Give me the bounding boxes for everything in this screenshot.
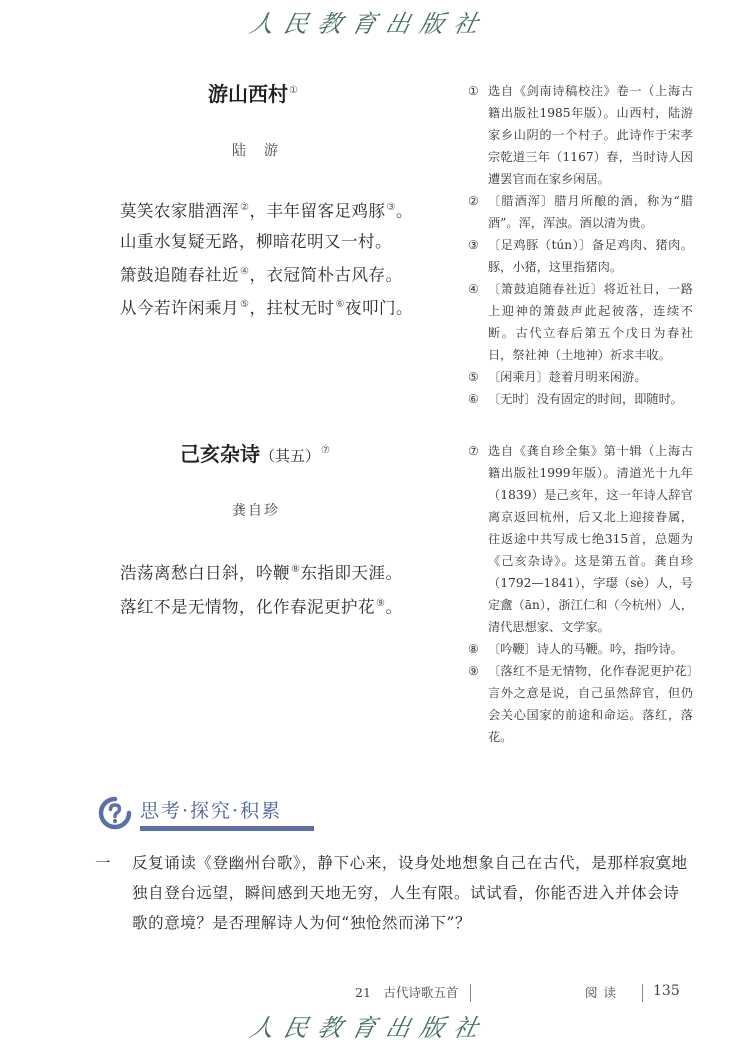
verse-text: 。 bbox=[395, 201, 413, 221]
verse-text: 。 bbox=[385, 597, 403, 616]
footnote-text: 〔无时〕没有固定的时间，即随时。 bbox=[488, 392, 683, 406]
footnote-number: ① bbox=[468, 84, 479, 98]
footnote-marker: ⑤ bbox=[240, 299, 250, 310]
section-underline bbox=[140, 826, 314, 831]
poem-body bbox=[120, 555, 402, 622]
verse-text: 从今若许闲乘月 bbox=[120, 298, 239, 318]
footnote-text: 〔腊酒浑〕腊月所酿的酒，称为“腊酒”。浑，浑浊。酒以清为贵。 bbox=[488, 194, 693, 230]
footnote-number: ④ bbox=[468, 282, 479, 296]
footnote-marker: ⑧ bbox=[291, 564, 301, 575]
poem-author: 陆 游 bbox=[232, 143, 280, 159]
verse-text: 莫笑农家腊酒浑 bbox=[120, 201, 239, 221]
verse-line bbox=[120, 257, 413, 291]
publisher-logo-top: 人民教育出版社 bbox=[246, 10, 491, 38]
verse-text: 东指即天涯。 bbox=[300, 563, 403, 583]
poem-title bbox=[180, 438, 330, 467]
verse-text: ，拄杖无时 bbox=[249, 298, 335, 318]
footnote-marker: ⑥ bbox=[335, 299, 345, 310]
footnotes-poem1 bbox=[468, 80, 693, 410]
footnote-number: ③ bbox=[468, 238, 479, 252]
footnote-marker: ⑨ bbox=[376, 597, 386, 609]
footnotes-poem2 bbox=[468, 440, 693, 748]
footnote-text: 〔足鸡豚（tún）〕备足鸡肉、猪肉。豚，小猪，这里指猪肉。 bbox=[488, 238, 693, 274]
footnote bbox=[468, 660, 693, 748]
footnote bbox=[468, 234, 693, 278]
poem-subtitle: （其五） bbox=[260, 447, 321, 465]
verse-text: 落红不是无情物，化作春泥更护花 bbox=[120, 597, 375, 616]
footnote-text: 选自《剑南诗稿校注》卷一（上海古籍出版社1985年版）。山西村，陆游家乡山阴的一个村子。此诗作于宋孝宗乾道三年（1167）春，当时诗人因遭罢官而在家乡闲居。 bbox=[488, 84, 693, 186]
verse-text: ，丰年留客足鸡豚 bbox=[249, 201, 386, 221]
footnote-number: ⑧ bbox=[468, 642, 479, 656]
footnote bbox=[468, 80, 693, 190]
footnote-marker: ① bbox=[289, 85, 298, 97]
section-title: 思考·探究·积累 bbox=[140, 800, 283, 822]
question-item bbox=[95, 848, 695, 938]
question-circle-icon bbox=[98, 796, 132, 830]
verse-text: 浩荡离愁白日斜，吟鞭 bbox=[120, 563, 290, 583]
verse-text: ，衣冠简朴古风存。 bbox=[249, 265, 403, 284]
verse-line bbox=[120, 290, 413, 324]
footnote bbox=[468, 190, 693, 234]
footnote-marker: ③ bbox=[386, 202, 396, 213]
verse-text: 山重水复疑无路，柳暗花明又一村。 bbox=[120, 231, 392, 251]
poem-title-text: 己亥杂诗 bbox=[180, 442, 260, 466]
footnote bbox=[468, 278, 693, 366]
footnote bbox=[468, 440, 693, 638]
poem-body bbox=[120, 193, 413, 324]
footnote-text: 选自《龚自珍全集》第十辑（上海古籍出版社1999年版）。清道光十九年（1839）是己亥年，这一年诗人辞官离京返回杭州，后又北上迎接眷属，往返途中共写成七绝315首，总题为《己亥杂诗》。这是第五首。龚自珍（1792—1841），字璱（sè）人，号定盦（ān），浙江仁和（今杭州）人，清代思想家、文学家。 bbox=[488, 444, 693, 634]
verse-line bbox=[120, 555, 402, 589]
publisher-logo-bottom: 人民教育出版社 bbox=[246, 1014, 491, 1042]
footnote-text: 〔吟鞭〕诗人的马鞭。吟，指吟诗。 bbox=[488, 642, 683, 656]
footnote-number: ⑨ bbox=[468, 664, 479, 678]
footnote-marker: ② bbox=[240, 202, 250, 213]
footnote bbox=[468, 388, 693, 410]
verse-text: 箫鼓追随春社近 bbox=[120, 265, 239, 284]
footnote-text: 〔落红不是无情物，化作春泥更护花〕言外之意是说，自己虽然辞官，但仍会关心国家的前途和命运。落红，落花。 bbox=[488, 664, 693, 744]
verse-text: 夜叩门。 bbox=[344, 298, 413, 318]
page-footer bbox=[0, 983, 739, 1003]
footnote-number: ⑦ bbox=[468, 444, 479, 458]
unit-label: 阅读 bbox=[585, 985, 623, 1000]
verse-line bbox=[120, 589, 402, 623]
verse-line bbox=[120, 193, 413, 227]
footer-divider bbox=[642, 984, 643, 1002]
footnote-number: ⑥ bbox=[468, 392, 479, 406]
section-header bbox=[95, 790, 315, 838]
footnote bbox=[468, 366, 693, 388]
verse-line bbox=[120, 227, 413, 257]
poem-author: 龚自珍 bbox=[232, 503, 280, 519]
lesson-label: 21 古代诗歌五首 bbox=[355, 985, 459, 1000]
footnote-marker: ⑦ bbox=[321, 445, 330, 457]
footnote-number: ② bbox=[468, 194, 479, 208]
footnote bbox=[468, 638, 693, 660]
footnote-text: 〔闲乘月〕趁着月明来闲游。 bbox=[488, 370, 647, 384]
question-text: 反复诵读《登幽州台歌》，静下心来，设身处地想象自己在古代，是那样寂寞地独自登台远望，瞬间感到天地无穷，人生有限。试试看，你能否进入并体会诗歌的意境？是否理解诗人为何“独怆然而涕下”？ bbox=[132, 854, 688, 932]
footnote-text: 〔箫鼓追随春社近〕将近社日，一路上迎神的箫鼓声此起彼落，连续不断。古代立春后第五个戊日为春社日，祭社神（土地神）祈求丰收。 bbox=[488, 282, 693, 362]
poem-title-text: 游山西村 bbox=[208, 82, 288, 106]
poem-title bbox=[208, 78, 298, 107]
page-number: 135 bbox=[653, 983, 680, 999]
footnote-number: ⑤ bbox=[468, 370, 479, 384]
footnote-marker: ④ bbox=[240, 265, 250, 277]
question-number: 一 bbox=[95, 854, 111, 872]
footer-divider bbox=[470, 984, 471, 1002]
